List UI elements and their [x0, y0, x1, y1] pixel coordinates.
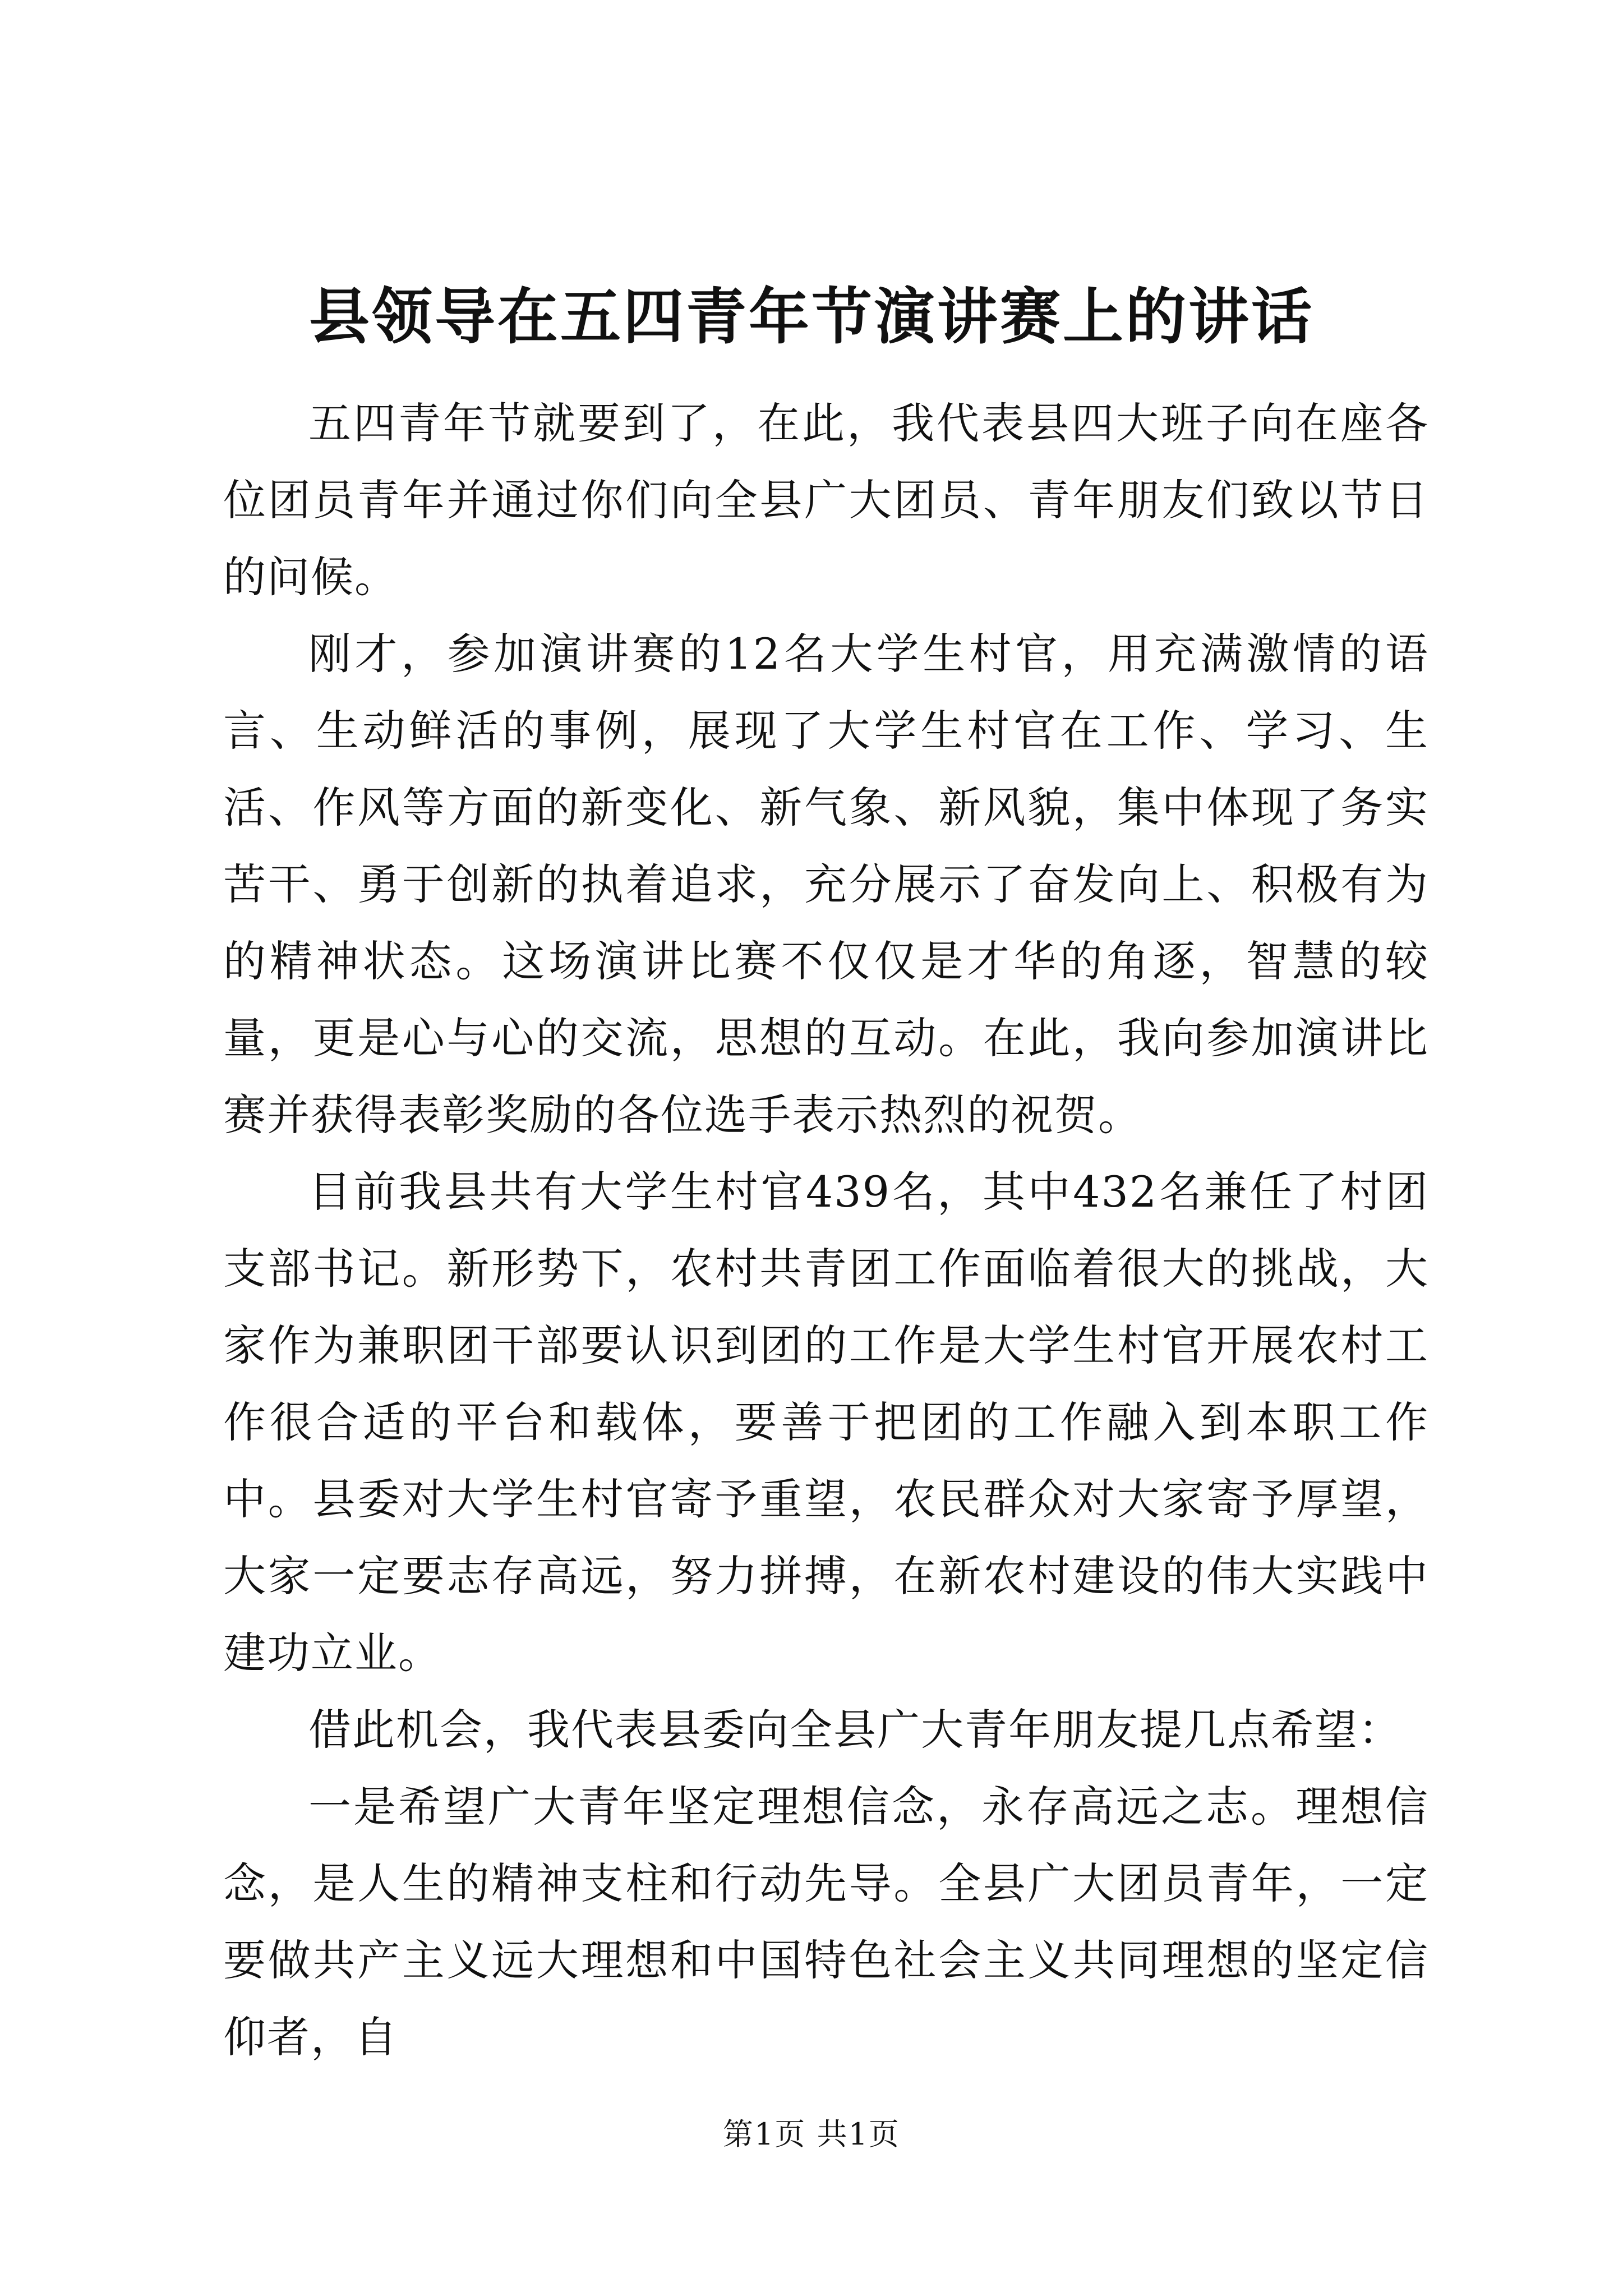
- paragraph-village-officials: 目前我县共有大学生村官439名，其中432名兼任了村团支部书记。新形势下，农村共青团工作面临着很大的挑战，大家作为兼职团干部要认识到团的工作是大学生村官开展农村工作很合适的平台和载体，要善于把团的工作融入到本职工作中。县委对大学生村官寄予重望，农民群众对大家寄予厚望，大家一定要志存高远，努力拼搏，在新农村建设的伟大实践中建功立业。: [223, 1167, 1429, 1678]
- page-number-footer: 第1页 共1页: [723, 2116, 900, 2152]
- document-body: [223, 385, 1429, 2076]
- paragraph-speech-contest: 刚才，参加演讲赛的12名大学生村官，用充满激情的语言、生动鲜活的事例，展现了大学生村官在工作、学习、生活、作风等方面的新变化、新气象、新风貌，集中体现了务实苦干、勇于创新的执着追求，充分展示了奋发向上、积极有为的精神状态。这场演讲比赛不仅仅是才华的角逐，智慧的较量，更是心与心的交流，思想的互动。在此，我向参加演讲比赛并获得表彰奖励的各位选手表示热烈的祝贺。: [223, 629, 1429, 1140]
- page-title: 县领导在五四青年节演讲赛上的讲话: [308, 282, 1314, 352]
- paragraph-hopes-intro: 借此机会，我代表县委向全县广大青年朋友提几点希望：: [308, 1705, 1402, 1755]
- paragraph-hope-one: 一是希望广大青年坚定理想信念，永存高远之志。理想信念，是人生的精神支柱和行动先导。全县广大团员青年，一定要做共产主义远大理想和中国特色社会主义共同理想的坚定信仰者，自: [223, 1782, 1429, 2062]
- paragraph-greeting: 五四青年节就要到了，在此，我代表县四大班子向在座各位团员青年并通过你们向全县广大团员、青年朋友们致以节日的问候。: [223, 398, 1429, 602]
